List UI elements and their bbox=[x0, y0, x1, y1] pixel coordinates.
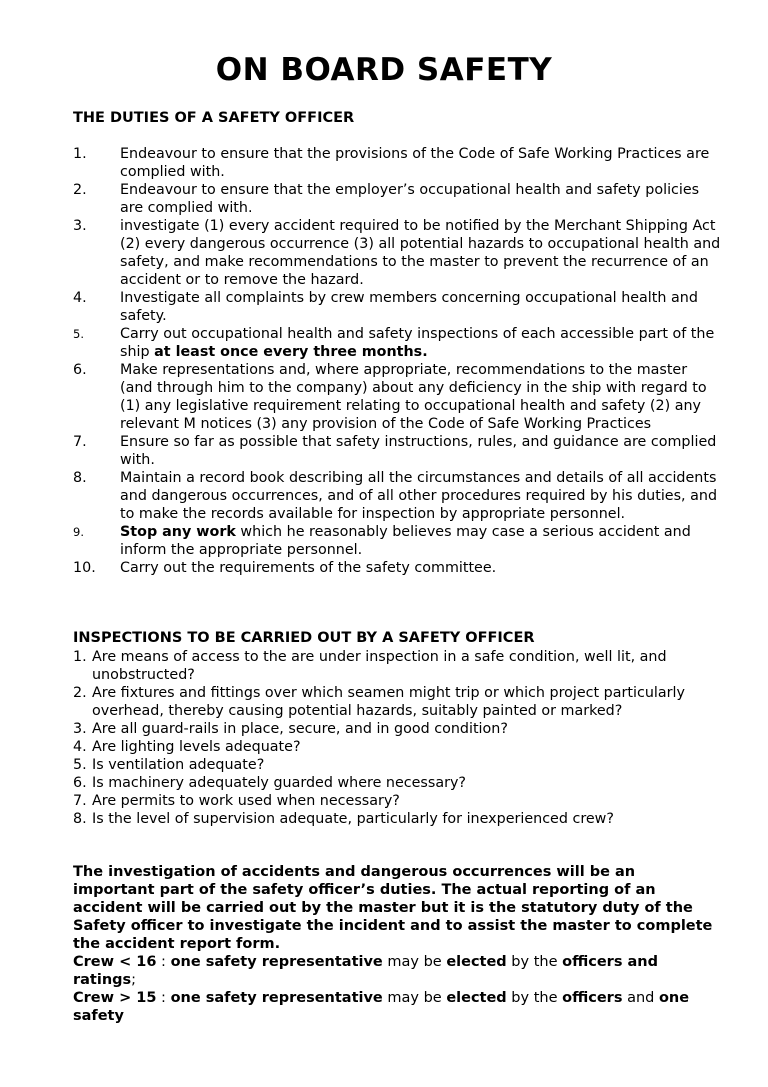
text-run: may be bbox=[382, 954, 447, 970]
inspection-item bbox=[73, 756, 723, 774]
inspection-text: Are fixtures and fittings over which seamen might trip or which project particularly overhead, thereby causing potential hazards, suitably painted or marked? bbox=[92, 685, 685, 719]
inspections-list bbox=[73, 648, 723, 828]
inspection-text: Are means of access to the are under inspection in a safe condition, well lit, and unobstructed? bbox=[92, 649, 667, 683]
duty-text bbox=[120, 469, 723, 523]
inspection-text: Is ventilation adequate? bbox=[92, 757, 265, 773]
duty-item bbox=[73, 145, 723, 181]
inspection-text: Are permits to work used when necessary? bbox=[92, 793, 400, 809]
inspection-item bbox=[73, 774, 723, 792]
inspection-number: 2. bbox=[73, 685, 87, 701]
duty-item bbox=[73, 559, 723, 577]
investigation-paragraph: The investigation of accidents and dangerous occurrences will be an important part of the safety officer’s duties. The actual reporting of an accident will be carried out by the master but it is the statutory duty of the Safety officer to investigate the incident and to assist the master to complete the accident report form. bbox=[73, 864, 713, 952]
inspection-number: 8. bbox=[73, 811, 87, 827]
duties-heading: THE DUTIES OF A SAFETY OFFICER bbox=[73, 110, 355, 126]
duty-text bbox=[120, 559, 723, 577]
text-run: Endeavour to ensure that the provisions of the Code of Safe Working Practices are complied with. bbox=[120, 146, 710, 180]
inspection-number: 7. bbox=[73, 793, 87, 809]
inspection-item bbox=[73, 720, 723, 738]
duty-text bbox=[120, 145, 723, 181]
text-run: : bbox=[156, 990, 171, 1006]
bold-text: Crew < 16 bbox=[73, 954, 157, 970]
text-run: Carry out the requirements of the safety committee. bbox=[120, 560, 497, 576]
inspection-number: 1. bbox=[73, 649, 87, 665]
text-run: Carry out occupational health and safety inspections of each accessible part of the ship bbox=[120, 326, 715, 360]
duty-item bbox=[73, 469, 723, 523]
duty-text bbox=[120, 433, 723, 469]
duty-number: 7. bbox=[73, 434, 87, 450]
text-run: may be bbox=[382, 990, 447, 1006]
text-run: Make representations and, where appropriate, recommendations to the master (and through him to the company) about any deficiency in the ship with regard to (1) any legislative requirement relating to occupational health and safety (2) any relevant M notices (3) any provision of the Code of Safe Working Practices bbox=[120, 362, 707, 432]
duty-text bbox=[120, 181, 723, 217]
duty-number: 10. bbox=[73, 560, 96, 576]
text-run: Investigate all complaints by crew members concerning occupational health and safety. bbox=[120, 290, 698, 324]
duty-text bbox=[120, 361, 723, 433]
duty-item bbox=[73, 433, 723, 469]
text-run: Ensure so far as possible that safety instructions, rules, and guidance are complied with. bbox=[120, 434, 717, 468]
inspection-text: Is machinery adequately guarded where necessary? bbox=[92, 775, 467, 791]
inspection-number: 4. bbox=[73, 739, 87, 755]
inspection-item bbox=[73, 810, 723, 828]
text-run: Maintain a record book describing all the circumstances and details of all accidents and dangerous occurrences, and of all other procedures required by his duties, and to make the records available for inspection by appropriate personnel. bbox=[120, 470, 718, 522]
inspection-text: Are lighting levels adequate? bbox=[92, 739, 301, 755]
bold-text: one safety representative bbox=[170, 990, 383, 1006]
text-run: ; bbox=[131, 972, 137, 988]
bold-text: officers and ratings bbox=[73, 954, 659, 988]
page-title: ON BOARD SAFETY bbox=[215, 52, 553, 88]
bold-text: Stop any work bbox=[120, 524, 236, 540]
duty-number: 5. bbox=[73, 327, 84, 341]
bold-text: Crew > 15 bbox=[73, 990, 157, 1006]
bold-text: one safety bbox=[73, 990, 690, 1024]
inspection-item bbox=[73, 648, 723, 684]
inspection-number: 3. bbox=[73, 721, 87, 737]
duty-text bbox=[120, 217, 723, 289]
crew-line-1 bbox=[73, 953, 718, 989]
text-run: Endeavour to ensure that the employer’s occupational health and safety policies are complied with. bbox=[120, 182, 700, 216]
text-run: which he reasonably believes may case a serious accident and inform the appropriate personnel. bbox=[120, 524, 691, 558]
inspection-text: Is the level of supervision adequate, particularly for inexperienced crew? bbox=[92, 811, 614, 827]
duty-text bbox=[120, 325, 723, 361]
duty-item bbox=[73, 361, 723, 433]
bold-text: one safety representative bbox=[170, 954, 383, 970]
text-run: and bbox=[622, 990, 659, 1006]
bold-text: at least once every three months. bbox=[154, 344, 428, 360]
text-run: by the bbox=[506, 990, 563, 1006]
text-run: : bbox=[156, 954, 171, 970]
text-run: by the bbox=[506, 954, 563, 970]
bold-text: elected bbox=[446, 990, 507, 1006]
inspections-heading: INSPECTIONS TO BE CARRIED OUT BY A SAFETY OFFICER bbox=[73, 630, 535, 646]
duty-number: 1. bbox=[73, 146, 87, 162]
duties-list bbox=[73, 145, 723, 577]
duty-item bbox=[73, 523, 723, 559]
duty-number: 4. bbox=[73, 290, 87, 306]
duty-number: 3. bbox=[73, 218, 87, 234]
duty-item bbox=[73, 217, 723, 289]
duty-text bbox=[120, 289, 723, 325]
crew-line-2 bbox=[73, 989, 718, 1025]
duty-text bbox=[120, 523, 723, 559]
duty-number: 2. bbox=[73, 182, 87, 198]
duty-item bbox=[73, 325, 723, 361]
duty-number: 8. bbox=[73, 470, 87, 486]
duty-item bbox=[73, 181, 723, 217]
bold-text: elected bbox=[446, 954, 507, 970]
inspection-number: 6. bbox=[73, 775, 87, 791]
inspection-item bbox=[73, 684, 723, 720]
inspection-item bbox=[73, 738, 723, 756]
text-run: investigate (1) every accident required to be notified by the Merchant Shipping Act (2) every dangerous occurrence (3) all potential hazards to occupational health and safety, and make recommendations to the master to prevent the recurrence of an accident or to remove the hazard. bbox=[120, 218, 721, 288]
inspection-text: Are all guard-rails in place, secure, and in good condition? bbox=[92, 721, 508, 737]
duty-number: 9. bbox=[73, 525, 84, 539]
duty-item bbox=[73, 289, 723, 325]
bold-text: officers bbox=[562, 990, 623, 1006]
inspection-number: 5. bbox=[73, 757, 87, 773]
duty-number: 6. bbox=[73, 362, 87, 378]
inspection-item bbox=[73, 792, 723, 810]
